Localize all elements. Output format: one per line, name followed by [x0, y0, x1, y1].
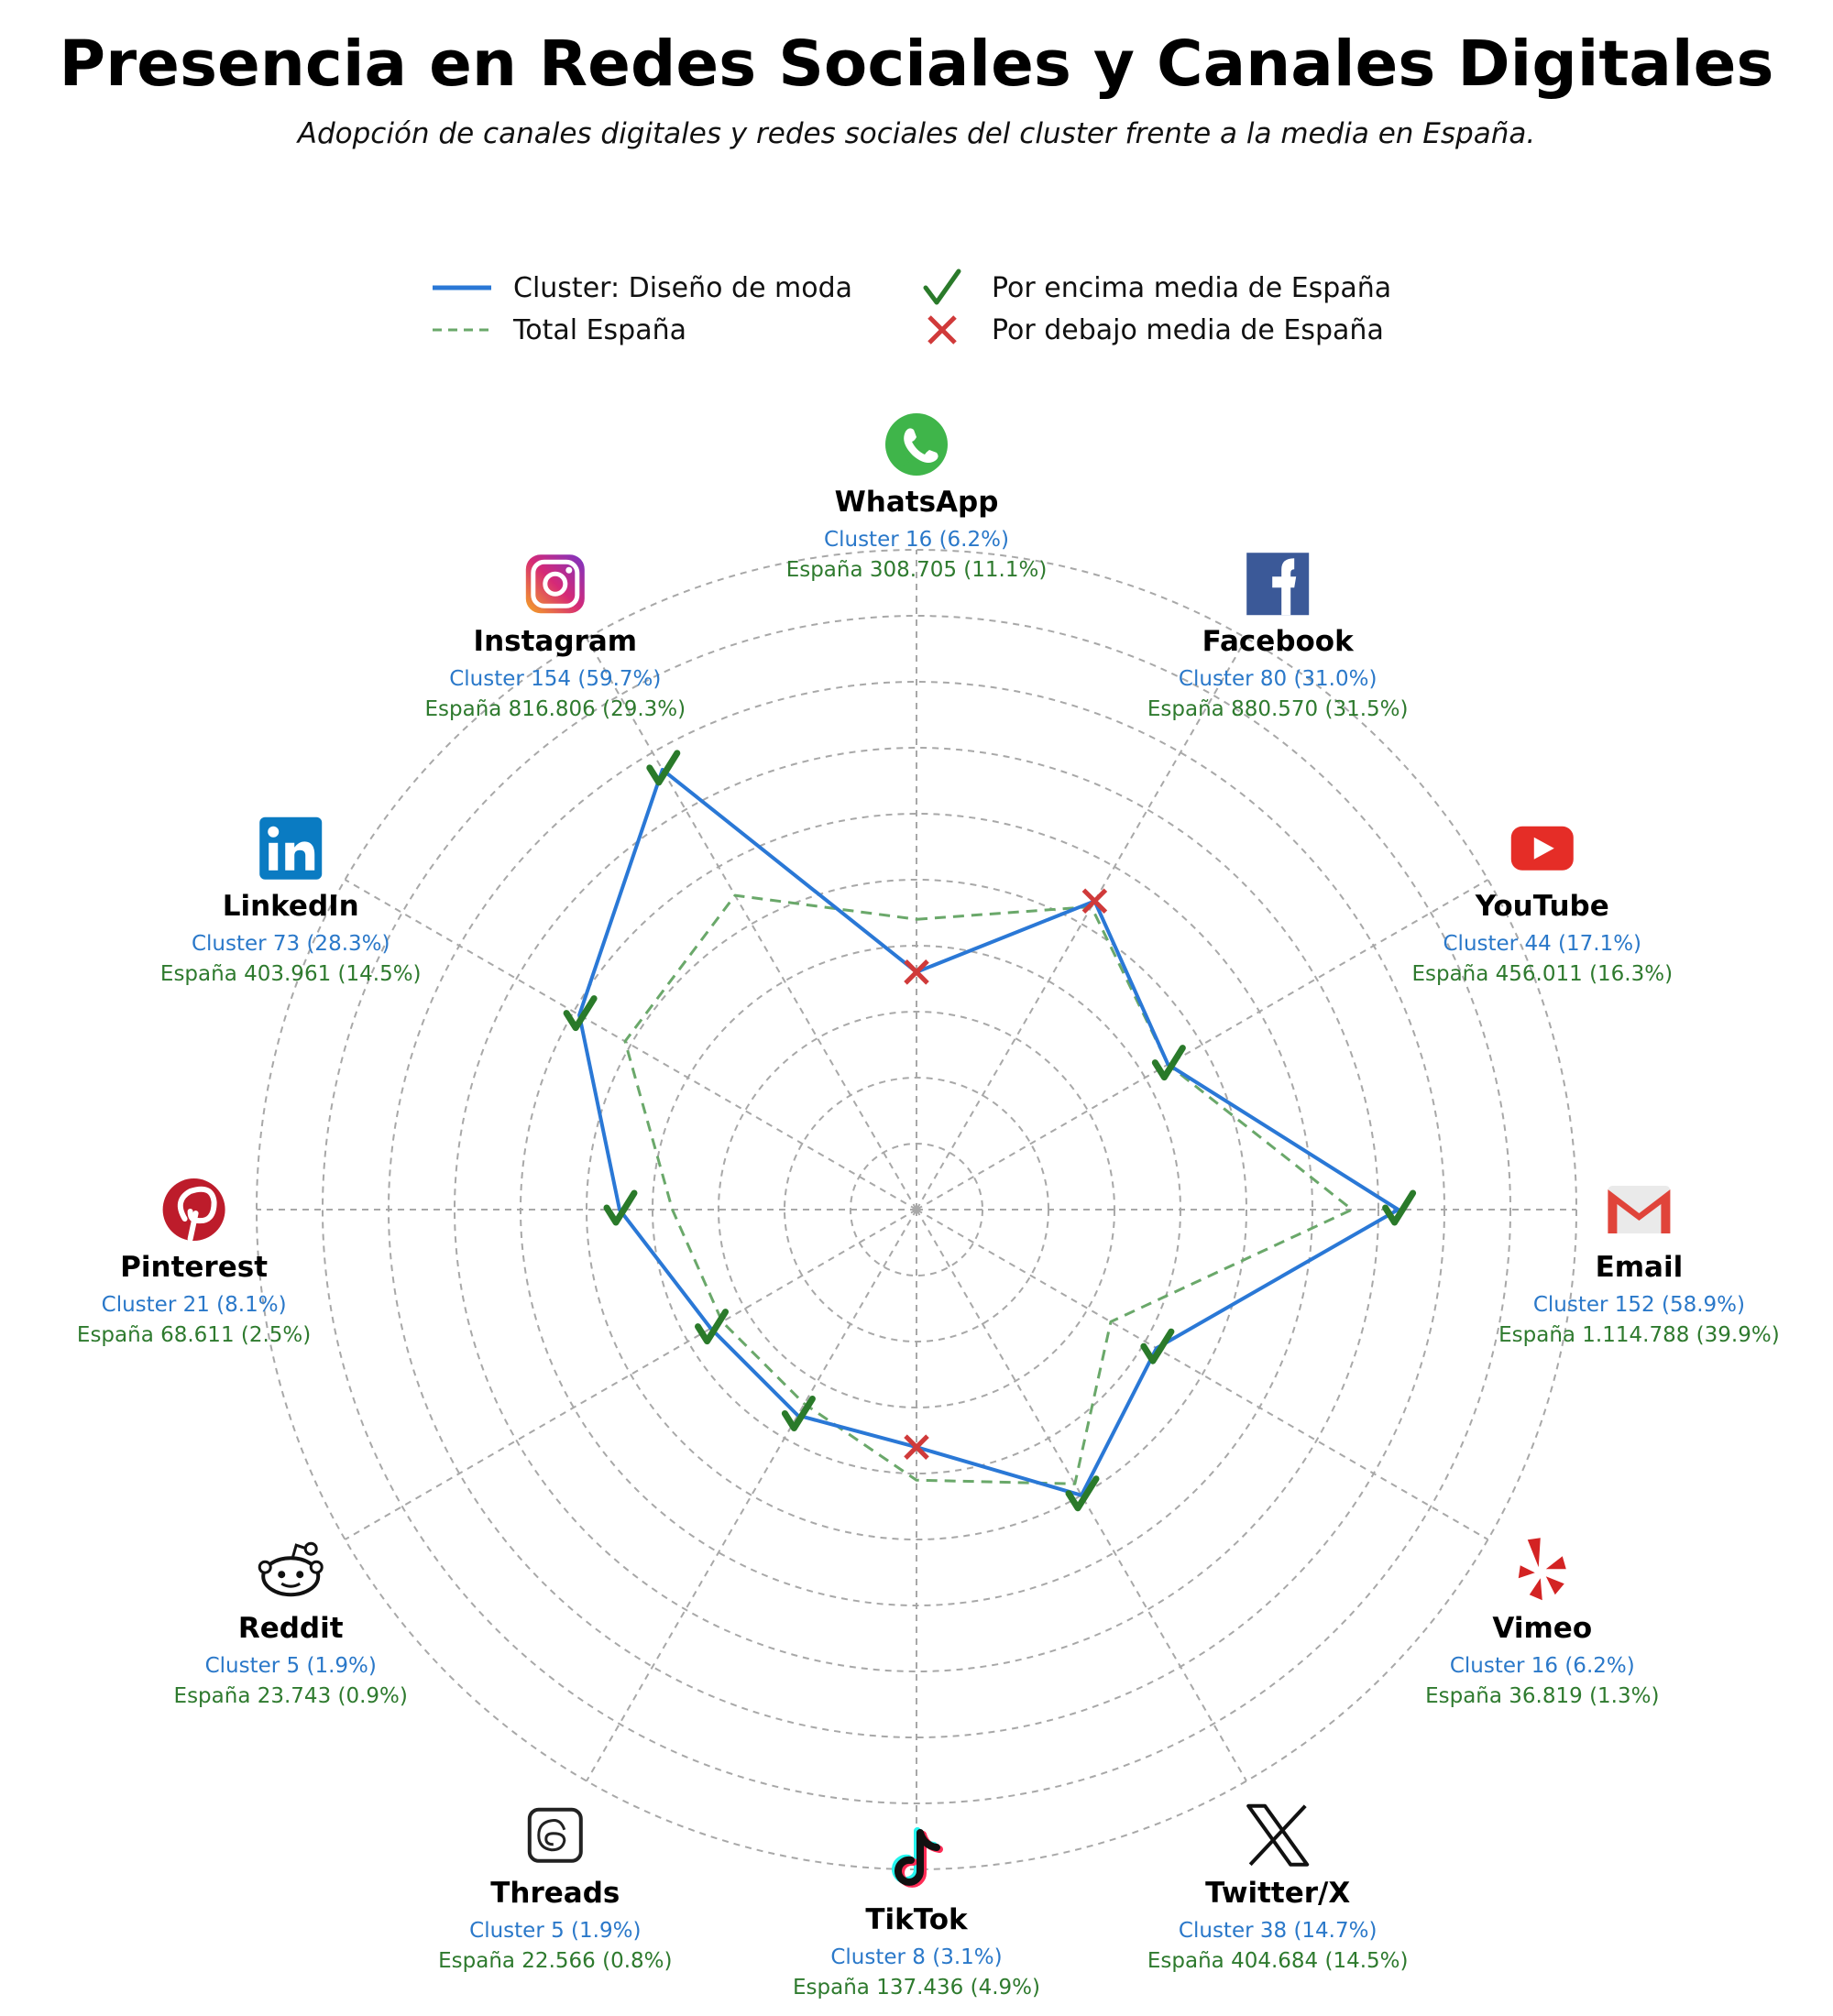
- axis-spain-value: España 23.743 (0.9%): [173, 1684, 408, 1709]
- axis-cluster-value: Cluster 80 (31.0%): [1178, 667, 1377, 692]
- radar-markers: [566, 753, 1412, 1508]
- axis-cluster-value: Cluster 16 (6.2%): [824, 528, 1009, 552]
- axis-name: Instagram: [473, 625, 638, 659]
- check-mark-threads: [785, 1398, 812, 1428]
- gmail-icon: [1608, 1186, 1670, 1233]
- whatsapp-icon: [885, 413, 948, 476]
- x-icon: [1248, 1806, 1307, 1865]
- legend-cross-icon: [929, 317, 955, 343]
- legend-below-label: Por debajo media de España: [992, 314, 1384, 346]
- axis-cluster-value: Cluster 8 (3.1%): [830, 1945, 1003, 1969]
- axis-name: Reddit: [237, 1612, 344, 1646]
- axis-label-youtube: [1411, 827, 1673, 986]
- axis-spain-value: España 403.961 (14.5%): [159, 961, 422, 986]
- axis-cluster-value: Cluster 152 (58.9%): [1532, 1293, 1745, 1317]
- axis-label-reddit: [174, 1543, 408, 1708]
- axis-spain-value: España 1.114.788 (39.9%): [1498, 1323, 1780, 1347]
- yelp-icon: [1519, 1538, 1566, 1600]
- axis-cluster-value: Cluster 21 (8.1%): [101, 1293, 287, 1317]
- page-title: Presencia en Redes Sociales y Canales Digitales: [59, 27, 1774, 101]
- axis-name: LinkedIn: [222, 889, 359, 923]
- axis-label-linkedin: [160, 817, 422, 986]
- axis-label-threads: [438, 1810, 672, 1973]
- axis-label-vimeo: [1425, 1538, 1659, 1708]
- page-subtitle: Adopción de canales digitales y redes sociales del cluster frente a la media en España.: [297, 117, 1536, 150]
- grid-spoke: [345, 880, 916, 1210]
- axis-label-pinterest: [77, 1178, 311, 1347]
- radar-series: [579, 770, 1399, 1496]
- axis-cluster-value: Cluster 73 (28.3%): [191, 931, 390, 956]
- axis-label-tiktok: [793, 1831, 1040, 2000]
- radar-labels: [77, 413, 1780, 2000]
- axis-spain-value: España 816.806 (29.3%): [424, 697, 686, 722]
- axis-spain-value: España 137.436 (4.9%): [793, 1976, 1040, 2000]
- axis-label-twitterx: [1147, 1806, 1409, 1973]
- youtube-icon: [1511, 827, 1574, 871]
- axis-name: Email: [1595, 1251, 1684, 1284]
- axis-cluster-value: Cluster 5 (1.9%): [204, 1654, 377, 1679]
- threads-icon: [530, 1810, 581, 1861]
- axis-name: TikTok: [865, 1903, 968, 1936]
- axis-cluster-value: Cluster 44 (17.1%): [1443, 931, 1642, 956]
- grid-spoke: [916, 638, 1246, 1210]
- legend-spain-label: Total España: [513, 314, 687, 346]
- axis-spain-value: España 22.566 (0.8%): [438, 1948, 673, 1973]
- radar-grid: [257, 550, 1576, 1869]
- axis-spain-value: España 404.684 (14.5%): [1147, 1948, 1409, 1973]
- axis-name: Pinterest: [120, 1251, 269, 1284]
- axis-label-instagram: [424, 554, 686, 721]
- tiktok-icon: [895, 1831, 939, 1884]
- axis-spain-value: España 308.705 (11.1%): [785, 558, 1048, 582]
- grid-spoke: [587, 1210, 916, 1781]
- axis-name: Vimeo: [1492, 1612, 1593, 1646]
- axis-cluster-value: Cluster 5 (1.9%): [469, 1918, 642, 1943]
- series-spain-line: [625, 895, 1352, 1484]
- axis-name: Twitter/X: [1205, 1876, 1351, 1910]
- axis-spain-value: España 36.819 (1.3%): [1425, 1684, 1660, 1709]
- axis-name: Facebook: [1202, 625, 1354, 659]
- axis-name: WhatsApp: [834, 486, 999, 519]
- grid-spoke: [345, 1210, 916, 1539]
- check-mark-email: [1386, 1193, 1413, 1222]
- axis-spain-value: España 68.611 (2.5%): [76, 1323, 312, 1347]
- axis-cluster-value: Cluster 16 (6.2%): [1449, 1654, 1635, 1679]
- pinterest-icon: [163, 1178, 225, 1241]
- legend-above-label: Por encima media de España: [992, 272, 1392, 304]
- legend-check-icon: [926, 271, 959, 302]
- instagram-icon: [526, 554, 585, 613]
- axis-name: YouTube: [1475, 889, 1609, 923]
- legend: [433, 271, 1391, 346]
- axis-spain-value: España 880.570 (31.5%): [1147, 697, 1409, 722]
- legend-cluster-label: Cluster: Diseño de moda: [513, 272, 853, 304]
- axis-cluster-value: Cluster 154 (59.7%): [449, 667, 662, 692]
- axis-spain-value: España 456.011 (16.3%): [1411, 961, 1674, 986]
- linkedin-icon: [259, 817, 322, 880]
- axis-name: Threads: [490, 1876, 620, 1910]
- facebook-icon: [1246, 553, 1309, 615]
- reddit-icon: [259, 1543, 322, 1594]
- cross-mark-facebook: [1083, 890, 1105, 912]
- grid-spoke: [587, 638, 916, 1210]
- series-cluster-line: [579, 770, 1399, 1496]
- axis-label-facebook: [1147, 553, 1409, 721]
- axis-cluster-value: Cluster 38 (14.7%): [1178, 1918, 1377, 1943]
